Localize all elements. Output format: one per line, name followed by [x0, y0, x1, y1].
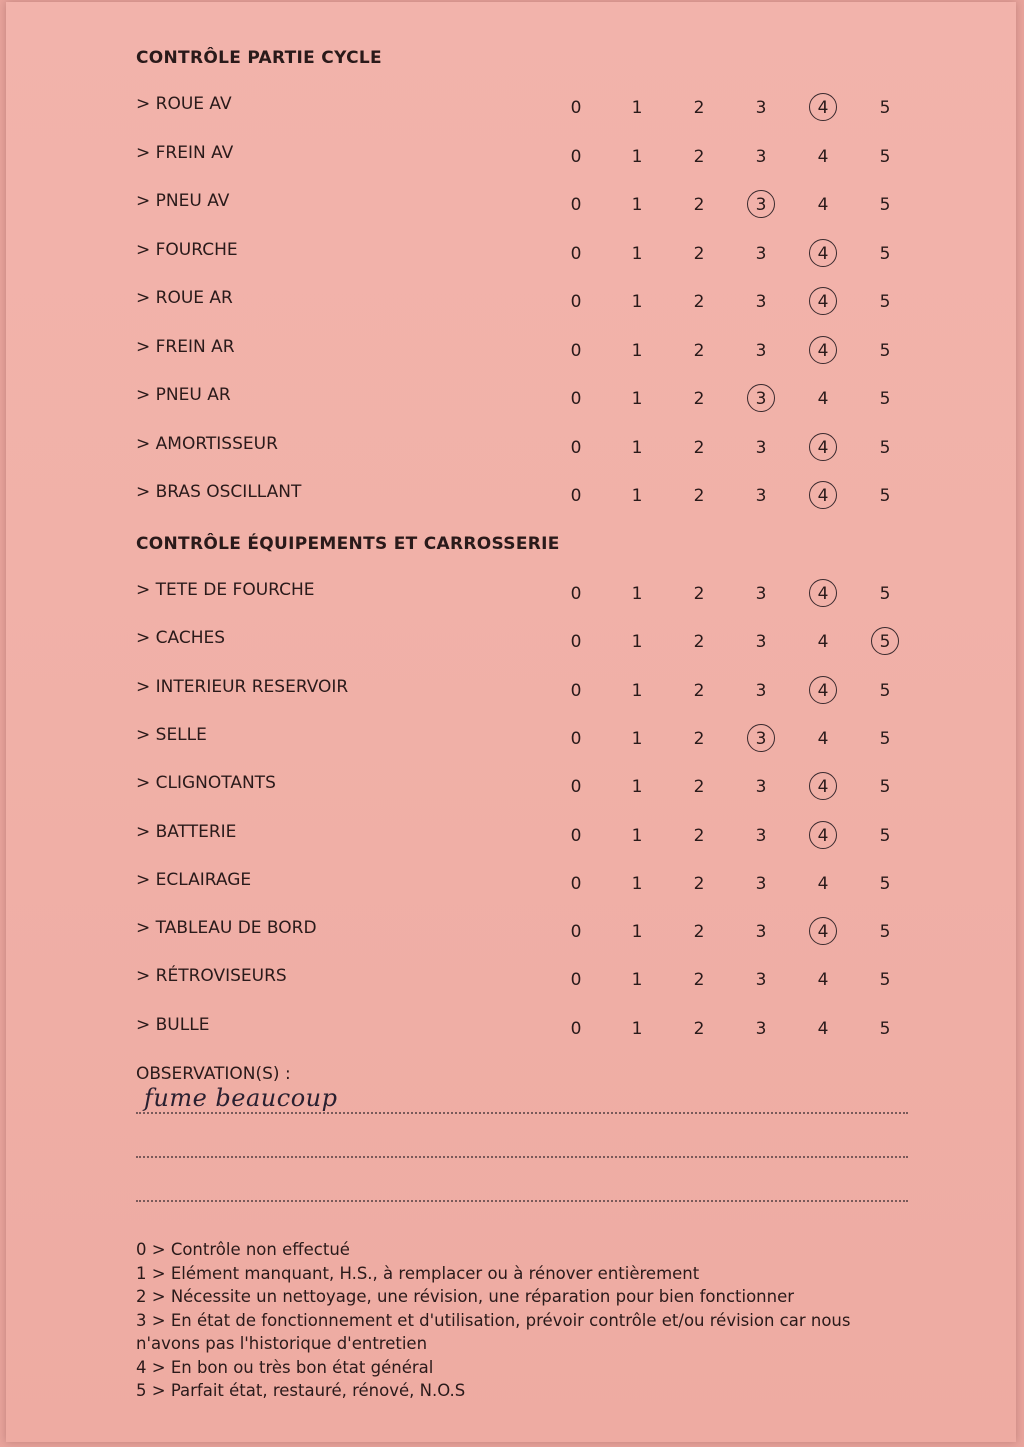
score-option[interactable]: 5 — [879, 728, 891, 749]
score-option[interactable]: 3 — [755, 98, 767, 118]
checklist-row — [6, 240, 1016, 270]
score-option[interactable]: 0 — [570, 146, 582, 167]
score-option[interactable]: 0 — [570, 922, 582, 943]
score-option[interactable]: 0 — [570, 437, 582, 458]
score-option[interactable]: 0 — [570, 195, 582, 215]
legend-item: 2 > Nécessite un nettoyage, une révision, une réparation pour bien fonctionner — [136, 1287, 795, 1306]
score-option[interactable]: 3 — [755, 680, 767, 701]
score-option[interactable]: 0 — [570, 292, 582, 312]
score-option[interactable]: 1 — [631, 922, 643, 943]
checklist-row — [6, 725, 1016, 755]
checklist-row — [6, 385, 1016, 415]
score-option[interactable]: 1 — [631, 825, 643, 846]
score-option[interactable]: 0 — [570, 873, 582, 894]
score-option[interactable]: 1 — [631, 437, 643, 458]
score-option[interactable]: 5 — [879, 146, 891, 167]
score-option[interactable]: 4 — [817, 632, 829, 653]
score-option[interactable]: 5 — [879, 195, 891, 215]
observations-label: OBSERVATION(S) : — [136, 1064, 291, 1084]
score-option[interactable]: 3 — [755, 486, 767, 506]
score-option[interactable]: 1 — [631, 486, 643, 506]
score-option[interactable]: 0 — [570, 1018, 582, 1039]
score-option-selected[interactable]: 4 — [808, 438, 838, 458]
score-option-selected[interactable]: 4 — [808, 244, 838, 264]
score-option[interactable]: 4 — [817, 146, 829, 167]
checklist-row — [6, 677, 1016, 707]
score-option[interactable]: 0 — [570, 486, 582, 506]
rating-legend — [136, 1238, 916, 1403]
score-option[interactable]: 3 — [755, 437, 767, 458]
score-option[interactable]: 5 — [879, 389, 891, 409]
score-option[interactable]: 5 — [879, 292, 891, 312]
score-option[interactable]: 1 — [631, 389, 643, 409]
score-option[interactable]: 1 — [631, 873, 643, 894]
score-option[interactable]: 2 — [693, 1018, 705, 1039]
inspection-sheet — [6, 2, 1016, 1442]
checklist-row — [6, 966, 1016, 996]
score-option[interactable]: 5 — [879, 486, 891, 506]
score-option[interactable]: 5 — [879, 922, 891, 943]
score-option[interactable]: 5 — [879, 680, 891, 701]
score-option[interactable]: 2 — [693, 292, 705, 312]
checklist-row — [6, 94, 1016, 124]
score-option[interactable]: 1 — [631, 292, 643, 312]
score-option[interactable]: 5 — [879, 970, 891, 991]
checklist-item-label: > SELLE — [136, 724, 207, 745]
score-option-selected[interactable]: 3 — [746, 389, 776, 409]
checklist-row — [6, 628, 1016, 658]
score-option[interactable]: 3 — [755, 340, 767, 361]
score-option[interactable]: 3 — [755, 873, 767, 894]
score-option[interactable]: 3 — [755, 970, 767, 991]
score-option[interactable]: 4 — [817, 873, 829, 894]
checklist-row — [6, 918, 1016, 948]
score-option[interactable]: 5 — [879, 340, 891, 361]
score-option[interactable]: 2 — [693, 98, 705, 118]
score-option[interactable]: 4 — [817, 389, 829, 409]
checklist-row — [6, 773, 1016, 803]
score-option[interactable]: 2 — [693, 389, 705, 409]
checklist-item-label: > CACHES — [136, 628, 226, 649]
score-option[interactable]: 5 — [879, 873, 891, 894]
score-option[interactable]: 2 — [693, 777, 705, 798]
score-option[interactable]: 0 — [570, 340, 582, 361]
score-option[interactable]: 1 — [631, 777, 643, 798]
checklist-item-label: > ROUE AR — [136, 288, 233, 308]
checklist-row — [6, 822, 1016, 852]
score-option[interactable]: 2 — [693, 680, 705, 701]
score-option-selected[interactable]: 4 — [808, 681, 838, 701]
score-option[interactable]: 2 — [693, 825, 705, 846]
score-option-selected[interactable]: 4 — [808, 486, 838, 506]
observations-handwritten-text: fume beaucoup — [144, 1084, 338, 1112]
score-option[interactable]: 2 — [693, 437, 705, 458]
score-option[interactable]: 3 — [755, 146, 767, 167]
score-option-selected[interactable]: 4 — [808, 777, 838, 797]
score-option[interactable]: 4 — [817, 728, 829, 749]
score-option[interactable]: 2 — [693, 873, 705, 894]
score-option-selected[interactable]: 3 — [746, 729, 776, 749]
checklist-row — [6, 288, 1016, 318]
score-option[interactable]: 3 — [755, 777, 767, 798]
score-option[interactable]: 2 — [693, 584, 705, 604]
score-option-selected[interactable]: 4 — [808, 292, 838, 312]
checklist-item-label: > BULLE — [136, 1014, 210, 1035]
score-option[interactable]: 2 — [693, 340, 705, 361]
score-option[interactable]: 3 — [755, 292, 767, 312]
score-option[interactable]: 3 — [755, 243, 767, 264]
score-option-selected[interactable]: 4 — [808, 922, 838, 942]
score-option[interactable]: 5 — [879, 243, 891, 264]
score-option[interactable]: 2 — [693, 728, 705, 749]
score-option-selected[interactable]: 3 — [746, 195, 776, 215]
checklist-item-label: > CLIGNOTANTS — [136, 773, 276, 794]
score-option[interactable]: 3 — [755, 825, 767, 846]
score-option-selected[interactable]: 4 — [808, 98, 838, 118]
score-option[interactable]: 5 — [879, 825, 891, 846]
score-option[interactable]: 1 — [631, 340, 643, 361]
score-option[interactable]: 2 — [693, 970, 705, 991]
score-option[interactable]: 3 — [755, 584, 767, 604]
score-option[interactable]: 1 — [631, 98, 643, 118]
checklist-item-label: > PNEU AV — [136, 191, 230, 211]
score-option[interactable]: 1 — [631, 632, 643, 653]
observation-line-1[interactable] — [136, 1112, 908, 1114]
checklist-item-label: > PNEU AR — [136, 385, 231, 405]
score-option[interactable]: 0 — [570, 632, 582, 653]
score-option[interactable]: 4 — [817, 195, 829, 215]
score-option-selected[interactable]: 4 — [808, 826, 838, 846]
score-option[interactable]: 4 — [817, 1018, 829, 1039]
checklist-item-label: > BATTERIE — [136, 821, 237, 842]
legend-item: 0 > Contrôle non effectué — [136, 1240, 350, 1259]
checklist-row — [6, 191, 1016, 221]
checklist-row — [6, 870, 1016, 900]
section-title-equipment: CONTRÔLE ÉQUIPEMENTS ET CARROSSERIE — [136, 534, 560, 554]
score-option[interactable]: 1 — [631, 680, 643, 701]
score-option[interactable]: 3 — [755, 632, 767, 653]
score-option[interactable]: 2 — [693, 922, 705, 943]
score-option[interactable]: 0 — [570, 728, 582, 749]
score-option[interactable]: 2 — [693, 195, 705, 215]
legend-item: 4 > En bon ou très bon état général — [136, 1357, 434, 1377]
score-option[interactable]: 2 — [693, 243, 705, 264]
score-option[interactable]: 5 — [879, 437, 891, 458]
score-option-selected[interactable]: 5 — [870, 632, 900, 652]
checklist-item-label: > TABLEAU DE BORD — [136, 918, 317, 939]
observation-line-3[interactable] — [136, 1200, 908, 1202]
score-option[interactable]: 1 — [631, 195, 643, 215]
score-option[interactable]: 1 — [631, 970, 643, 991]
score-option[interactable]: 0 — [570, 680, 582, 701]
checklist-item-label: > AMORTISSEUR — [136, 433, 278, 454]
score-option[interactable]: 5 — [879, 98, 891, 118]
checklist-row — [6, 143, 1016, 173]
score-option[interactable]: 0 — [570, 98, 582, 118]
checklist-item-label: > FREIN AR — [136, 336, 235, 357]
score-option[interactable]: 4 — [817, 970, 829, 991]
checklist-row — [6, 482, 1016, 512]
score-option[interactable]: 1 — [631, 1018, 643, 1039]
checklist-row — [6, 580, 1016, 610]
checklist-item-label: > INTERIEUR RESERVOIR — [136, 676, 349, 697]
score-option[interactable]: 1 — [631, 728, 643, 749]
checklist-row — [6, 1015, 1016, 1045]
score-option[interactable]: 0 — [570, 389, 582, 409]
score-option[interactable]: 1 — [631, 146, 643, 167]
score-option[interactable]: 2 — [693, 632, 705, 653]
checklist-row — [6, 434, 1016, 464]
score-option[interactable]: 2 — [693, 486, 705, 506]
checklist-item-label: > FOURCHE — [136, 239, 238, 260]
checklist-item-label: > TETE DE FOURCHE — [136, 580, 315, 600]
score-option[interactable]: 0 — [570, 777, 582, 798]
section-title-cycle: CONTRÔLE PARTIE CYCLE — [136, 48, 382, 68]
checklist-item-label: > RÉTROVISEURS — [136, 966, 287, 987]
checklist-item-label: > ECLAIRAGE — [136, 869, 252, 890]
score-option[interactable]: 3 — [755, 1018, 767, 1039]
checklist-item-label: > ROUE AV — [136, 94, 232, 114]
score-option[interactable]: 3 — [755, 922, 767, 943]
score-option-selected[interactable]: 4 — [808, 584, 838, 604]
score-option[interactable]: 5 — [879, 1018, 891, 1039]
score-option[interactable]: 2 — [693, 146, 705, 167]
legend-item: 1 > Elément manquant, H.S., à remplacer ou à rénover entièrement — [136, 1263, 700, 1283]
score-option[interactable]: 0 — [570, 243, 582, 264]
checklist-item-label: > FREIN AV — [136, 142, 234, 163]
score-option[interactable]: 1 — [631, 243, 643, 264]
legend-item: 3 > En état de fonctionnement et d'utilisation, prévoir contrôle et/ou révision car nous n'avons pas l'historique d'entretien — [136, 1310, 851, 1353]
score-option[interactable]: 5 — [879, 777, 891, 798]
score-option[interactable]: 0 — [570, 825, 582, 846]
observation-line-2[interactable] — [136, 1156, 908, 1158]
score-option-selected[interactable]: 4 — [808, 341, 838, 361]
score-option[interactable]: 0 — [570, 970, 582, 991]
score-option[interactable]: 5 — [879, 584, 891, 604]
checklist-item-label: > BRAS OSCILLANT — [136, 482, 302, 502]
score-option[interactable]: 1 — [631, 584, 643, 604]
score-option[interactable]: 0 — [570, 584, 582, 604]
checklist-row — [6, 337, 1016, 367]
legend-item: 5 > Parfait état, restauré, rénové, N.O.S — [136, 1381, 466, 1400]
